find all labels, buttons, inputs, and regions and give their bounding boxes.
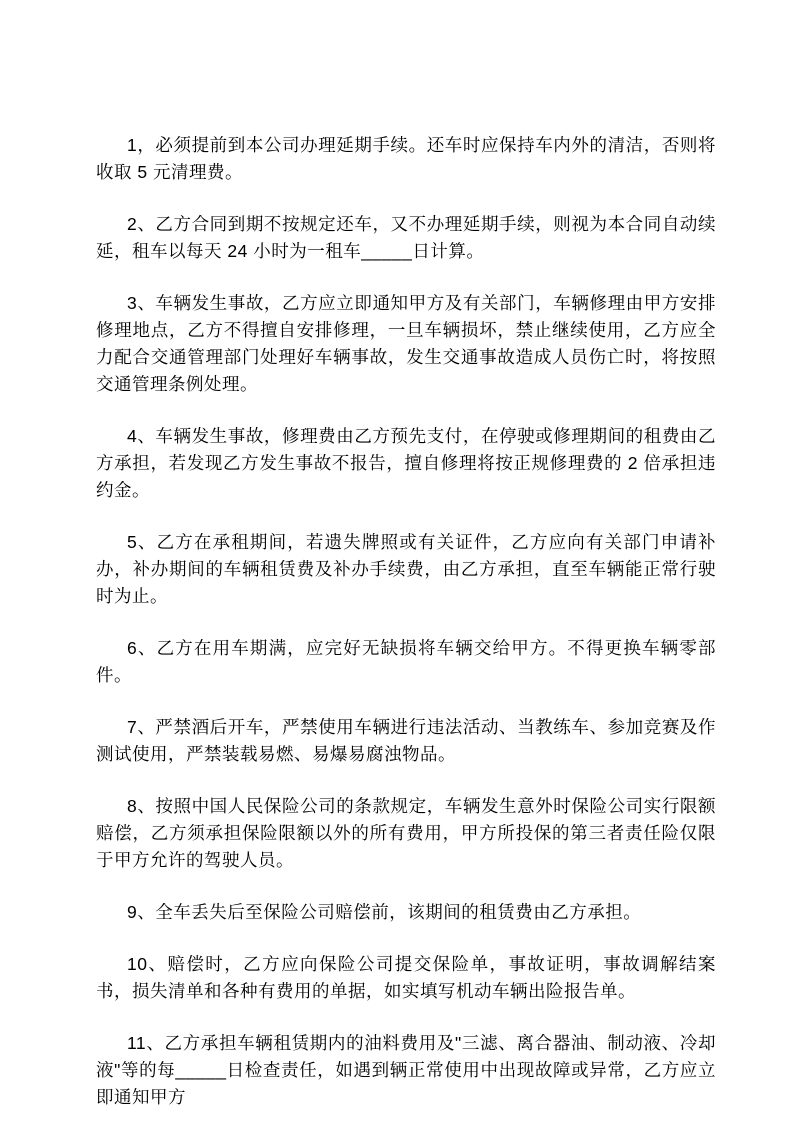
clause-6: 6、乙方在用车期满，应完好无缺损将车辆交给甲方。不得更换车辆零部件。 <box>96 638 716 685</box>
clause-11: 11、乙方承担车辆租赁期内的油料费用及"三滤、离合器油、制动液、冷却液"等的每_____日检查责任，如遇到辆正常使用中出现故障或异常，乙方应立即通知甲方 <box>96 1033 716 1107</box>
clause-1: 1，必须提前到本公司办理延期手续。还车时应保持车内外的清洁，否则将收取 5 元清理费。 <box>96 135 716 182</box>
clause-5: 5、乙方在承租期间，若遗失牌照或有关证件，乙方应向有关部门申请补办，补办期间的车辆租赁费及补办手续费，由乙方承担，直至车辆能正常行驶时为止。 <box>96 532 716 606</box>
clause-8: 8、按照中国人民保险公司的条款规定，车辆发生意外时保险公司实行限额赔偿，乙方须承担保险限额以外的所有费用，甲方所投保的第三者责任险仅限于甲方允许的驾驶人员。 <box>96 796 716 870</box>
clause-9: 9、全车丢失后至保险公司赔偿前，该期间的租赁费由乙方承担。 <box>127 902 642 922</box>
clause-7: 7、严禁酒后开车，严禁使用车辆进行违法活动、当教练车、参加竞赛及作测试使用，严禁装载易燃、易爆易腐浊物品。 <box>96 717 716 764</box>
clause-2: 2、乙方合同到期不按规定还车，又不办理延期手续，则视为本合同自动续延，租车以每天 24 小时为一租车_____日计算。 <box>96 214 716 261</box>
clause-3: 3、车辆发生事故，乙方应立即通知甲方及有关部门，车辆修理由甲方安排修理地点，乙方不得擅自安排修理，一旦车辆损坏，禁止继续使用，乙方应全力配合交通管理部门处理好车辆事故，发生交通事故造成人员伤亡时，将按照交通管理条例处理。 <box>96 293 716 394</box>
clause-4: 4、车辆发生事故，修理费由乙方预先支付，在停驶或修理期间的租费由乙方承担，若发现乙方发生事故不报告，擅自修理将按正规修理费的 2 倍承担违约金。 <box>96 426 716 500</box>
clause-10: 10、赔偿时，乙方应向保险公司提交保险单，事故证明，事故调解结案书，损失清单和各种有费用的单据，如实填写机动车辆出险报告单。 <box>96 954 716 1001</box>
